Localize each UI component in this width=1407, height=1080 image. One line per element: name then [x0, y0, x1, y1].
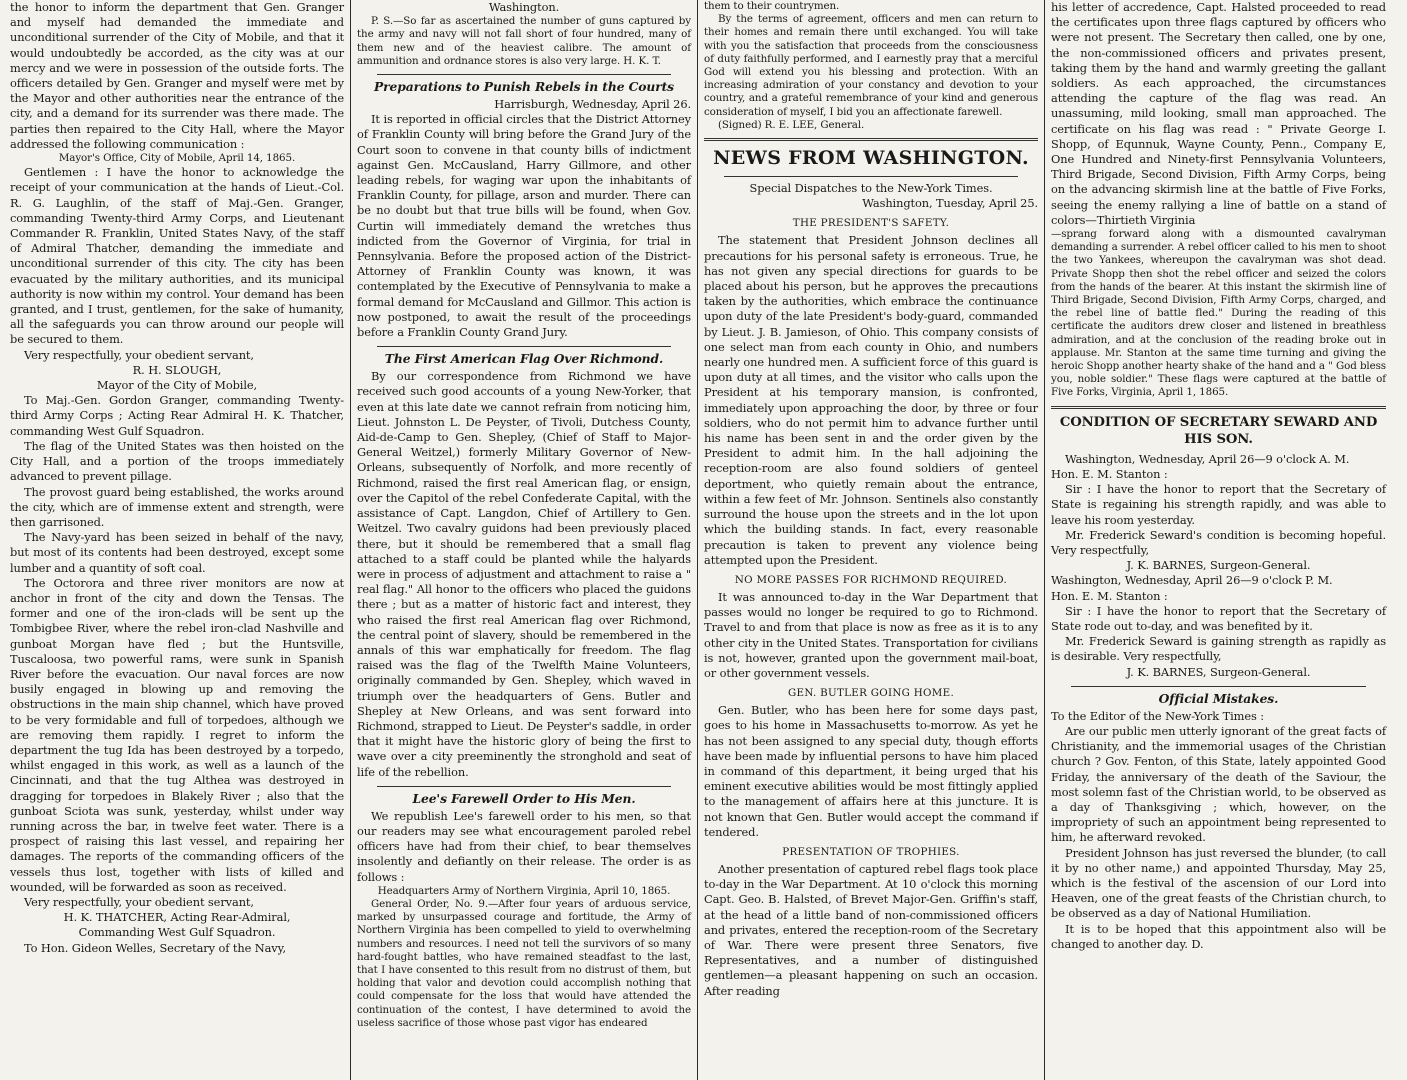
- article-paragraph: By our correspondence from Richmond we have received such good accounts of a young New-Yorker, that even at this late date we cannot refrain from noticing him, Lieut. Johnston L. De Peyster, of Tivoli, Dutchess County, Aid-de-Camp to Gen. Shepley, (Chief of Staff to Major-General Weitzel,) formerly Military Governor of New-Orleans, subsequently of Norfolk, and more recently of Richmond, raised the first real American flag, or ensign, over the Capitol of the rebel Confederate Capital, with the assistance of Capt. Langdon, Chief of Artillery to Gen. Weitzel. Two cavalry guidons had been previously placed there, but it should be remembered that a small flag attached to a staff could be planted while the halyards were in process of adjustment and attachment to raise a " real flag." All honor to the officers who placed the guidons there ; but as a matter of historic fact and interest, they who raised the first real American flag over Richmond, the central point of slavery, should be remembered in the annals of this war emphatically for freedom. The flag raised was the flag of the Twelfth Maine Volunteers, originally commanded by Gen. Shepley, which waved in triumph over the headquarters of Gens. Butler and Shepley at New Orleans, and was sent forward into Richmond, strapped to Lieut. De Peyster's saddle, in order that it might have the historic glory of being the first to wave over a city preeminently the stronghold and seat of life of the rebellion.: [357, 369, 691, 779]
- double-rule-divider: [704, 138, 1038, 141]
- article-paragraph: Sir : I have the honor to report that the Secretary of State is regaining his strength rapidly, and was able to leave his room yesterday.: [1051, 482, 1386, 527]
- article-paragraph: Sir : I have the honor to report that the Secretary of State rode out to-day, and was benefited by it.: [1051, 603, 1386, 633]
- article-paragraph: It is to be hoped that this appointment also will be changed to another day. D.: [1051, 921, 1386, 951]
- article-paragraph: We republish Lee's farewell order to his men, so that our readers may see what encouragement paroled rebel officers have had from their chief, to bear themselves insolently and defiantly on their release. The order is as follows :: [357, 808, 691, 884]
- article-paragraph: Mayor of the City of Mobile,: [96, 378, 258, 393]
- article-paragraph: Mr. Frederick Seward's condition is becoming hopeful. Very respectfully,: [1051, 527, 1386, 557]
- article-paragraph: J. K. BARNES, Surgeon-General.: [1126, 664, 1311, 679]
- article-paragraph: The Navy-yard has been seized in behalf of the navy, but most of its contents had been destroyed, except some lumber and a quantity of soft coal.: [10, 530, 344, 575]
- article-paragraph: Mayor's Office, City of Mobile, April 14, 1865.: [58, 152, 296, 165]
- article-paragraph: It was announced to-day in the War Department that passes would no longer be required to go to Richmond. Travel to and from that place is now as free as it is to any other city in the United States. Transportation for civilians is not, however, granted upon the government mail-boat, or other government vessels.: [704, 589, 1038, 680]
- article-headline: Preparations to Punish Rebels in the Courts: [373, 79, 675, 95]
- article-headline: NEWS FROM WASHINGTON.: [713, 147, 1029, 170]
- double-rule-divider: [1051, 406, 1386, 409]
- section-subhead: GEN. BUTLER GOING HOME.: [787, 687, 955, 700]
- article-headline: The First American Flag Over Richmond.: [384, 351, 664, 367]
- article-headline: Official Mistakes.: [1158, 690, 1279, 706]
- article-paragraph: The statement that President Johnson declines all precautions for his personal safety is erroneous. True, he has not given any special directions for guards to be placed about his person, but he approves the precautions taken by the authorities, which embrace the continuance upon duty of the late President's body-guard, commanded by Lieut. J. B. Jamieson, of Ohio. This company consists of one select man from each county in Ohio, and numbers nearly one hundred men. A sufficient force of this guard is upon duty at all times, and the visitor who calls upon the President at his temporary mansion, is confronted, immediately upon approaching the door, by three or four soldiers, who do not permit him to advance further until his name has been sent in and the order given by the President to admit him. In the hall adjoining the reception-room are also found soldiers of genteel deportment, who quietly remain about the entrance, within a few feet of Mr. Johnson. Sentinels also constantly surround the house upon the streets and in the lot upon which the building stands. In fact, every reasonable precaution is taken to prevent any violence being attempted upon the President.: [704, 233, 1038, 567]
- article-paragraph: It is reported in official circles that the District Attorney of Franklin County will bring before the Grand Jury of the Court soon to convene in that county bills of indictment against Gen. McCausland, Harry Gillmore, and other leading rebels, for waging war upon the inhabitants of Franklin County, for pillage, arson and murder. There can be no doubt but that true bills will be found, when Gov. Curtin will immediately demand the wretches thus indicted from the Governor of Virginia, for trial in Pennsylvania. Before the proposed action of the District-Attorney of Franklin County was known, it was contemplated by the Executive of Pennsylvania to make a formal demand for McCausland and Gillmor. This action is now postponed, to await the result of the proceedings before a Franklin County Grand Jury.: [357, 112, 691, 340]
- article-paragraph: The provost guard being established, the works around the city, which are of immense extent and strength, were then garrisoned.: [10, 484, 344, 529]
- article-paragraph: Washington.: [488, 0, 560, 14]
- article-paragraph: Are our public men utterly ignorant of the great facts of Christianity, and the immemorial usages of the Christian church ? Gov. Fenton, of this State, lately appointed Good Friday, the anniversary of the death of the Saviour, the most solemn fast of the Christian world, to be observed as a day of Thanksgiving ; which, however, on the impropriety of such an appointment being represented to him, he afterward revoked.: [1051, 723, 1386, 845]
- article-paragraph: —sprang forward along with a dismounted cavalryman demanding a surrender. A rebel officer called to his men to shoot the two Yankees, whereupon the cavalryman was shot dead. Private Shopp then shot the rebel officer and seized the colors from the hands of the bearer. At this instant the skirmish line of Third Brigade, Second Division, Fifth Army Corps, charged, and the rebel line of battle fled." During the reading of this certificate the auditors drew closer and listened in breathless admiration, and at the conclusion of the reading broke out in applause. Mr. Stanton at the same time turning and giving the heroic Shopp another hearty shake of the hand and a " God bless you, noble soldier." These flags were captured at the battle of Five Forks, Virginia, April 1, 1865.: [1051, 228, 1386, 399]
- article-paragraph: The flag of the United States was then hoisted on the City Hall, and a portion of the troops immediately advanced to prevent pillage.: [10, 438, 344, 484]
- article-paragraph: Mr. Frederick Seward is gaining strength as rapidly as is desirable. Very respectfully,: [1051, 634, 1386, 664]
- article-paragraph: Headquarters Army of Northern Virginia, April 10, 1865.: [377, 884, 671, 897]
- article-paragraph: Washington, Wednesday, April 26—9 o'clock A. M.: [1065, 451, 1350, 466]
- column-4: [1045, 0, 1392, 1080]
- article-paragraph: J. K. BARNES, Surgeon-General.: [1126, 558, 1311, 573]
- article-headline: CONDITION OF SECRETARY SEWARD AND HIS SON.: [1059, 414, 1378, 447]
- article-paragraph: R. H. SLOUGH,: [132, 362, 222, 377]
- article-paragraph: H. K. THATCHER, Acting Rear-Admiral,: [63, 910, 291, 925]
- article-headline: Lee's Farewell Order to His Men.: [412, 790, 636, 806]
- article-paragraph: (Signed) R. E. LEE, General.: [718, 118, 865, 131]
- section-divider: [377, 74, 671, 75]
- section-subhead: NO MORE PASSES FOR RICHMOND REQUIRED.: [734, 573, 1008, 586]
- article-paragraph: To the Editor of the New-York Times :: [1051, 708, 1264, 723]
- article-paragraph: them to their countrymen.: [704, 0, 840, 12]
- article-paragraph: President Johnson has just reversed the blunder, (to call it by no other name,) and appointed Thursday, May 25, which is the festival of the ascension of our Lord into Heaven, one of the great feasts of the Christian church, to be observed as a day of National Humiliation.: [1051, 845, 1386, 921]
- article-paragraph: the honor to inform the department that Gen. Granger and myself had demanded the immediate and unconditional surrender of the City of Mobile, and that it would undoubtedly be accorded, as the city was at our mercy and we were in possession of the outside forts. The officers detailed by Gen. Granger and myself were met by the Mayor and other authorities near the entrance of the city, and a demand for its surrender was there made. The parties then repaired to the City Hall, where the Mayor addressed the following communication :: [10, 0, 344, 151]
- article-paragraph: Gen. Butler, who has been here for some days past, goes to his home in Massachusetts to-morrow. As yet he has not been assigned to any special duty, though efforts have been made by influential persons to have him placed in command of this department, it being urged that his eminent executive abilities would be most fittingly applied to the management of affairs here at this juncture. It is not known that Gen. Butler would accept the command if tendered.: [704, 703, 1038, 839]
- article-paragraph: P. S.—So far as ascertained the number of guns captured by the army and navy will not fall short of four hundred, many of them new and of the heaviest calibre. The amount of ammunition and ordnance stores is also very large. H. K. T.: [357, 15, 691, 67]
- article-paragraph: Commanding West Gulf Squadron.: [78, 925, 276, 940]
- article-paragraph: To Hon. Gideon Welles, Secretary of the Navy,: [24, 940, 286, 955]
- section-subhead: PRESENTATION OF TROPHIES.: [782, 845, 960, 858]
- column-1: [4, 0, 351, 1080]
- article-paragraph: Very respectfully, your obedient servant,: [24, 347, 254, 362]
- article-paragraph: Hon. E. M. Stanton :: [1051, 588, 1168, 603]
- article-paragraph: The Octorora and three river monitors are now at anchor in front of the city and down the Tensas. The former and one of the iron-clads will be sent up the Tombigbee River, where the rebel iron-clad Nashville and gunboat Morgan have fled ; but the Huntsville, Tuscaloosa, two powerful rams, were sunk in Spanish River before the evacuation. Our naval forces are now busily engaged in blowing up and removing the obstructions in the main ship channel, which have proved to be very formidable and full of torpedoes, although we are removing them rapidly. I regret to inform the department the tug Ida has been destroyed by a torpedo, whilst engaged in this work, as well as a launch of the Cincinnati, and that the tug Althea was destroyed in dragging for torpedoes in Blakely River ; also that the gunboat Sciota was sunk, yesterday, whilst under way running across the bar, in twelve feet water. There is a prospect of raising this last vessel, and repairing her damages. The reports of the commanding officers of the vessels thus lost, together with lists of killed and wounded, will be forwarded as soon as received.: [10, 575, 344, 894]
- section-divider: [377, 786, 671, 787]
- article-paragraph: Special Dispatches to the New-York Times.: [749, 181, 993, 196]
- article-paragraph: Very respectfully, your obedient servant,: [24, 894, 254, 909]
- section-divider: [724, 176, 1018, 177]
- article-paragraph: By the terms of agreement, officers and men can return to their homes and remain there until exchanged. You will take with you the satisfaction that proceeds from the consciousness of duty faithfully performed, and I earnestly pray that a merciful God will extend you his blessing and protection. With an increasing admiration of your constancy and devotion to your country, and a grateful remembrance of your kind and generous consideration of myself, I bid you an affectionate farewell.: [704, 13, 1038, 118]
- article-paragraph: Hon. E. M. Stanton :: [1051, 466, 1168, 481]
- article-paragraph: Harrisburgh, Wednesday, April 26.: [494, 97, 691, 112]
- article-paragraph: his letter of accredence, Capt. Halsted proceeded to read the certificates upon three flags captured by officers who were not present. The Secretary then called, one by one, the non-commissioned officers and privates present, taking them by the hand and warmly greeting the gallant soldiers. As each approached, the circumstances attending the capture of the flag was read. An unassuming, mild looking, small man approached. The certificate on his flag was read : " Private George I. Shopp, of Equnnuk, Wayne County, Penn., Company E, One Hundred and Ninety-first Pennsylvania Volunteers, Third Brigade, Second Division, Fifth Army Corps, being on the advancing skirmish line at the battle of Five Forks, seeing the enemy rallying a line of battle on a stand of colors—Thirtieth Virginia: [1051, 0, 1386, 227]
- section-divider: [1071, 686, 1366, 687]
- section-divider: [377, 346, 671, 347]
- article-paragraph: Gentlemen : I have the honor to acknowledge the receipt of your communication at the hands of Lieut.-Col. R. G. Laughlin, of the staff of Maj.-Gen. Granger, commanding Twenty-third Army Corps, and Lieutenant Commander R. Franklin, United States Navy, of the staff of Admiral Thatcher, demanding the immediate and unconditional surrender of this city. The city has been evacuated by the military authorities, and its municipal authority is now within my control. Your demand has been granted, and I trust, gentlemen, for the sake of humanity, all the safeguards you can throw around our people will be secured to them.: [10, 165, 344, 347]
- column-2: [351, 0, 698, 1080]
- article-paragraph: Washington, Tuesday, April 25.: [862, 196, 1038, 211]
- section-subhead: THE PRESIDENT'S SAFETY.: [792, 217, 950, 230]
- article-paragraph: General Order, No. 9.—After four years of arduous service, marked by unsurpassed courage and fortitude, the Army of Northern Virginia has been compelled to yield to overwhelming numbers and resources. I need not tell the survivors of so many hard-fought battles, who have remained steadfast to the last, that I have consented to this result from no distrust of them, but holding that valor and devotion could accomplish nothing that could compensate for the loss that would have attended the continuation of the contest, I have determined to avoid the useless sacrifice of those whose past vigor has endeared: [357, 897, 691, 1029]
- article-paragraph: Another presentation of captured rebel flags took place to-day in the War Department. At 10 o'clock this morning Capt. Geo. B. Halsted, of Brevet Major-Gen. Griffin's staff, at the head of a little band of non-commissioned officers and privates, entered the reception-room of the Secretary of War. There were present three Senators, five Representatives, and a number of distinguished gentlemen—a pleasant happening on such an occasion. After reading: [704, 861, 1038, 998]
- article-paragraph: To Maj.-Gen. Gordon Granger, commanding Twenty-third Army Corps ; Acting Rear Admiral H. K. Thatcher, commanding West Gulf Squadron.: [10, 393, 344, 438]
- article-paragraph: Washington, Wednesday, April 26—9 o'clock P. M.: [1051, 573, 1333, 588]
- column-3: [698, 0, 1045, 1080]
